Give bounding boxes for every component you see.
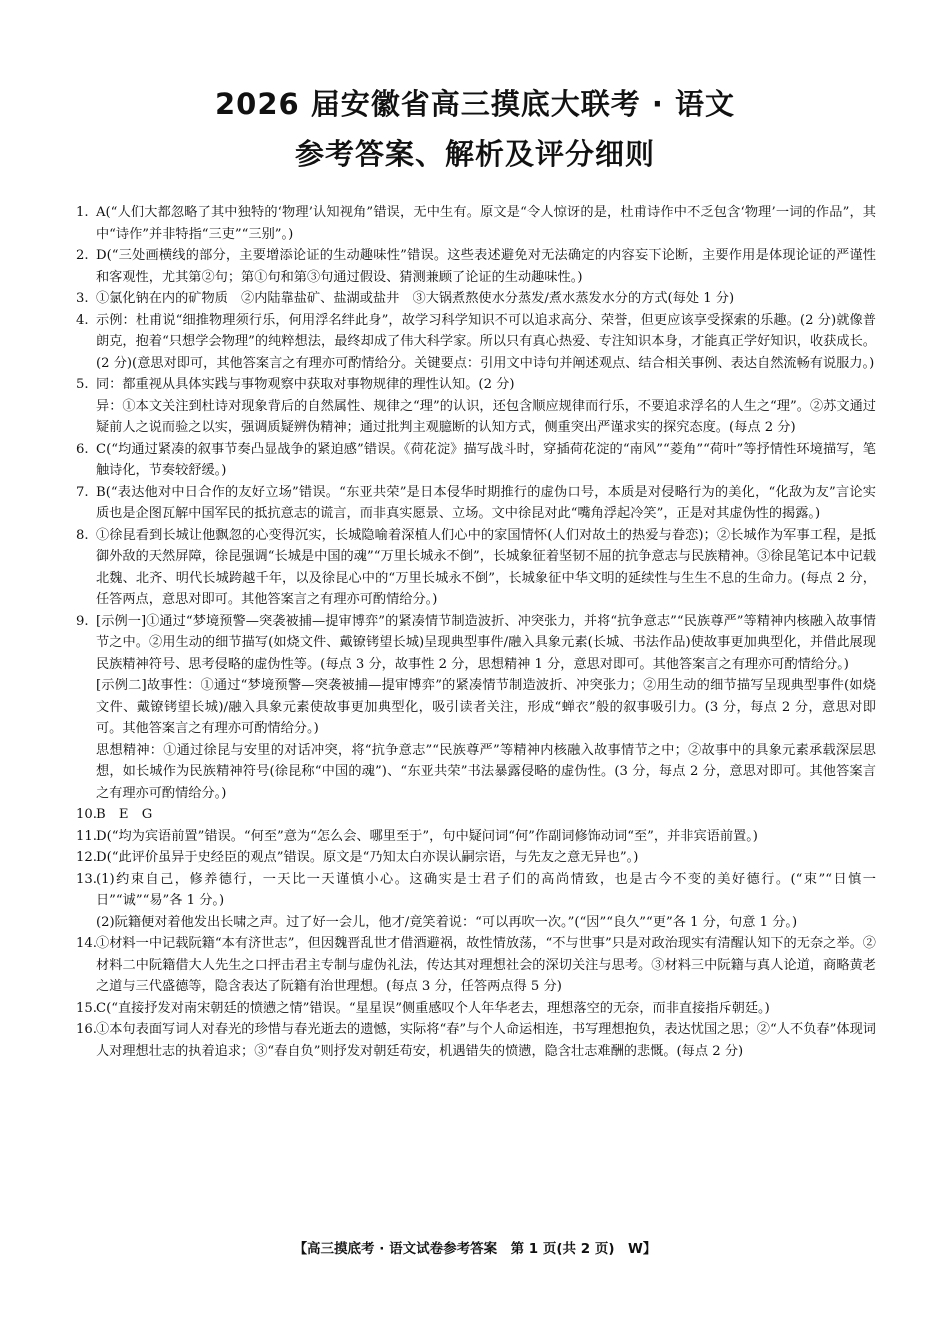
answer-item-5 xyxy=(76,374,876,396)
answer-item-12 xyxy=(76,847,876,869)
answer-number: 6. xyxy=(76,441,89,457)
answer-text: 示例：杜甫说“细推物理须行乐，何用浮名绊此身”，故学习科学知识不可以追求高分、荣誉，但更应该享受探索的乐趣。(2 分)就像普朗克，抱着“只想学会物理”的纯粹想法，最终却成了伟大科学家。所以只有真心热爱、专注知识本身，才能真正学好知识，收获成长。(2 分)(意思对即可，其他答案言之有理亦可酌情给分。关键要点：引用文中诗句并阐述观点、结合相关事例、表达自然流畅有说服力。) xyxy=(96,312,876,371)
answer-number: 1. xyxy=(76,205,89,220)
answer-number: 7. xyxy=(76,484,89,500)
answer-text: C(“直接抒发对南宋朝廷的愤懑之情”错误。“星星误”侧重感叹个人年华老去，理想落空的无奈，而非直接指斥朝廷。) xyxy=(96,1000,770,1016)
answer-text: [示例一]①通过“梦境预警—突袭被捕—提审博弈”的紧凑情节制造波折、冲突张力，并将“抗争意志”“民族尊严”等精神内核融入故事情节之中。②用生动的细节描写(如烧文件、戴镣铐望长城)呈现典型事件/融入具象元素(长城、书法作品)使故事更加典型化，并借此展现民族精神符号、思考侵略的虚伪性等。(每点 3 分，故事性 2 分，思想精神 1 分，意思对即可。其他答案言之有理亦可酌情给分。) xyxy=(96,613,876,672)
answer-item-5-continuation: 异：①本文关注到杜诗对现象背后的自然属性、规律之“理”的认识，还包含顺应规律而行乐，不要追求浮名的人生之“理”。②苏文通过疑前人之说而验之以实，强调质疑辨伪精神；通过批判主观臆断的认知方式，侧重突出严谨求实的探究态度。(每点 2 分) xyxy=(96,398,876,435)
answer-item-6 xyxy=(76,439,876,482)
answer-item-15 xyxy=(76,998,876,1020)
answer-item-10 xyxy=(76,804,876,826)
answer-text: D(“均为宾语前置”错误。“何至”意为“怎么会、哪里至于”，句中疑问词“何”作副词修饰动词“至”，并非宾语前置。) xyxy=(96,828,758,844)
answer-item-16 xyxy=(76,1019,876,1062)
answer-text: ①氯化钠在内的矿物质 ②内陆靠盐矿、盐湖或盐井 ③大锅煮熬使水分蒸发/煮水蒸发水分的方式(每处 1 分) xyxy=(96,291,735,306)
answer-text: B(“表达他对中日合作的友好立场”错误。“东亚共荣”是日本侵华时期推行的虚伪口号，本质是对侵略行为的美化，“化敌为友”言论实质也是企图瓦解中国军民的抵抗意志的谎言，而非真实愿景、立场。文中徐昆对此“嘴角浮起冷笑”，正是对其虚伪性的揭露。) xyxy=(96,484,876,521)
answer-item-9-thought: 思想精神：①通过徐昆与安里的对话冲突，将“抗争意志”“民族尊严”等精神内核融入故事情节之中；②故事中的具象元素承载深层思想，如长城作为民族精神符号(徐昆称“中国的魂”)、“东亚共荣”书法暴露侵略的虚伪性。(3 分，每点 2 分，意思对即可。其他答案言之有理亦可酌情给分。) xyxy=(96,742,876,801)
answer-text: D(“此评价虽异于史经臣的观点”错误。原文是“乃知太白亦误认嗣宗语，与先友之意无异也”。) xyxy=(96,850,639,865)
answer-item-7 xyxy=(76,482,876,525)
answer-number: 5. xyxy=(76,377,89,392)
answer-number: 12. xyxy=(76,850,97,865)
answer-number: 2. xyxy=(76,248,89,263)
answer-item-14 xyxy=(76,933,876,998)
answer-number: 10. xyxy=(76,807,97,822)
answer-text: A(“人们大都忽略了其中独特的‘物理’认知视角”错误，无中生有。原文是“令人惊讶的是，杜甫诗作中不乏包含‘物理’一词的作品”，其中“诗作”并非特指“三吏”“三别”。) xyxy=(96,205,876,242)
answer-item-13 xyxy=(76,869,876,912)
answer-text: B E G xyxy=(96,807,153,822)
answer-number: 16. xyxy=(76,1022,97,1037)
answer-item-13-part-2: (2)阮籍便对着他发出长啸之声。过了好一会儿，他才/竟笑着说：“可以再吹一次。”(“因”“良久”“更”各 1 分，句意 1 分。) xyxy=(96,914,798,930)
answer-text: 同：都重视从具体实践与事物观察中获取对事物规律的理性认知。(2 分) xyxy=(96,377,515,392)
answer-item-9-example-two: [示例二]故事性：①通过“梦境预警—突袭被捕—提审博弈”的紧凑情节制造波折、冲突张力；②用生动的细节描写呈现典型事件(如烧文件、戴镣铐望长城)/融入具象元素使故事更加典型化，吸引读者关注，形成“蝉衣”般的叙事吸引力。(3 分，每点 2 分，意思对即可。其他答案言之有理亦可酌情给分。) xyxy=(96,678,876,736)
answer-text: ①本句表面写词人对春光的珍惜与春光逝去的遗憾，实际将“春”与个人命运相连，书写理想抱负，表达忧国之思；②“人不负春”体现词人对理想壮志的执着追求；③“春自负”则抒发对朝廷苟安，机遇错失的愤懑，隐含壮志难酬的悲慨。(每点 2 分) xyxy=(96,1022,876,1059)
answer-number: 9. xyxy=(76,613,89,629)
answer-text: (1)约束自己，修养德行，一天比一天谨慎小心。这确实是士君子们的高尚情致，也是古今不变的美好德行。(“束”“日慎一日”“诚”“易”各 1 分。) xyxy=(96,871,876,908)
answer-item-11 xyxy=(76,826,876,848)
answer-text: C(“均通过紧凑的叙事节奏凸显战争的紧迫感”错误。《荷花淀》描写战斗时，穿插荷花淀的“南风”“菱角”“荷叶”等抒情性环境描写，笔触诗化，节奏较舒缓。) xyxy=(96,441,876,478)
answer-text: ①材料一中记载阮籍“本有济世志”，但因魏晋乱世才借酒避祸，故性情放荡，“不与世事”只是对政治现实有清醒认知下的无奈之举。②材料二中阮籍借大人先生之口抨击君主专制与虚伪礼法，传达其对理想社会的深切关注与思考。③材料三中阮籍与真人论道，商略黄老之道与三代盛德等，隐含表达了阮籍有治世理想。(每点 3 分，任答两点得 5 分) xyxy=(96,936,876,994)
answer-number: 14. xyxy=(76,936,97,951)
page-subtitle: 参考答案、解析及评分细则 xyxy=(294,137,655,171)
answer-item-2 xyxy=(76,245,876,288)
answer-number: 13. xyxy=(76,871,97,887)
page-title: 2026 届安徽省高三摸底大联考 · 语文 xyxy=(214,87,736,121)
answer-item-4 xyxy=(76,310,876,375)
answer-item-9 xyxy=(76,611,876,676)
answer-number: 8. xyxy=(76,527,89,543)
answer-number: 4. xyxy=(76,312,89,328)
answer-list xyxy=(76,202,876,1062)
answer-number: 3. xyxy=(76,291,89,306)
answer-item-1 xyxy=(76,202,876,245)
answer-number: 11. xyxy=(76,828,97,844)
answer-text: ①徐昆看到长城让他飘忽的心变得沉实，长城隐喻着深植人们心中的家国情怀(人们对故土的热爱与眷恋)；②长城作为军事工程，是抵御外敌的天然屏障，徐昆强调“长城是中国的魂”“万里长城永不倒”，长城象征着坚韧不屈的抗争意志与民族精神。③徐昆笔记本中记载北魏、北齐、明代长城跨越千年，以及徐昆心中的“万里长城永不倒”，长城象征中华文明的延续性与生生不息的生命力。(每点 2 分，任答两点，意思对即可。其他答案言之有理亦可酌情给分。) xyxy=(96,527,876,607)
answer-item-8 xyxy=(76,525,876,611)
answer-number: 15. xyxy=(76,1000,97,1016)
answer-item-3 xyxy=(76,288,876,310)
answer-text: D(“三处画横线的部分，主要增添论证的生动趣味性”错误。这些表述避免对无法确定的内容妄下论断，主要作用是体现论证的严谨性和客观性，尤其第②句；第①句和第③句通过假设、猜测兼顾了论证的生动趣味性。) xyxy=(96,248,876,285)
page-footer: 【高三摸底考 · 语文试卷参考答案 第 1 页(共 2 页) W】 xyxy=(293,1241,657,1257)
